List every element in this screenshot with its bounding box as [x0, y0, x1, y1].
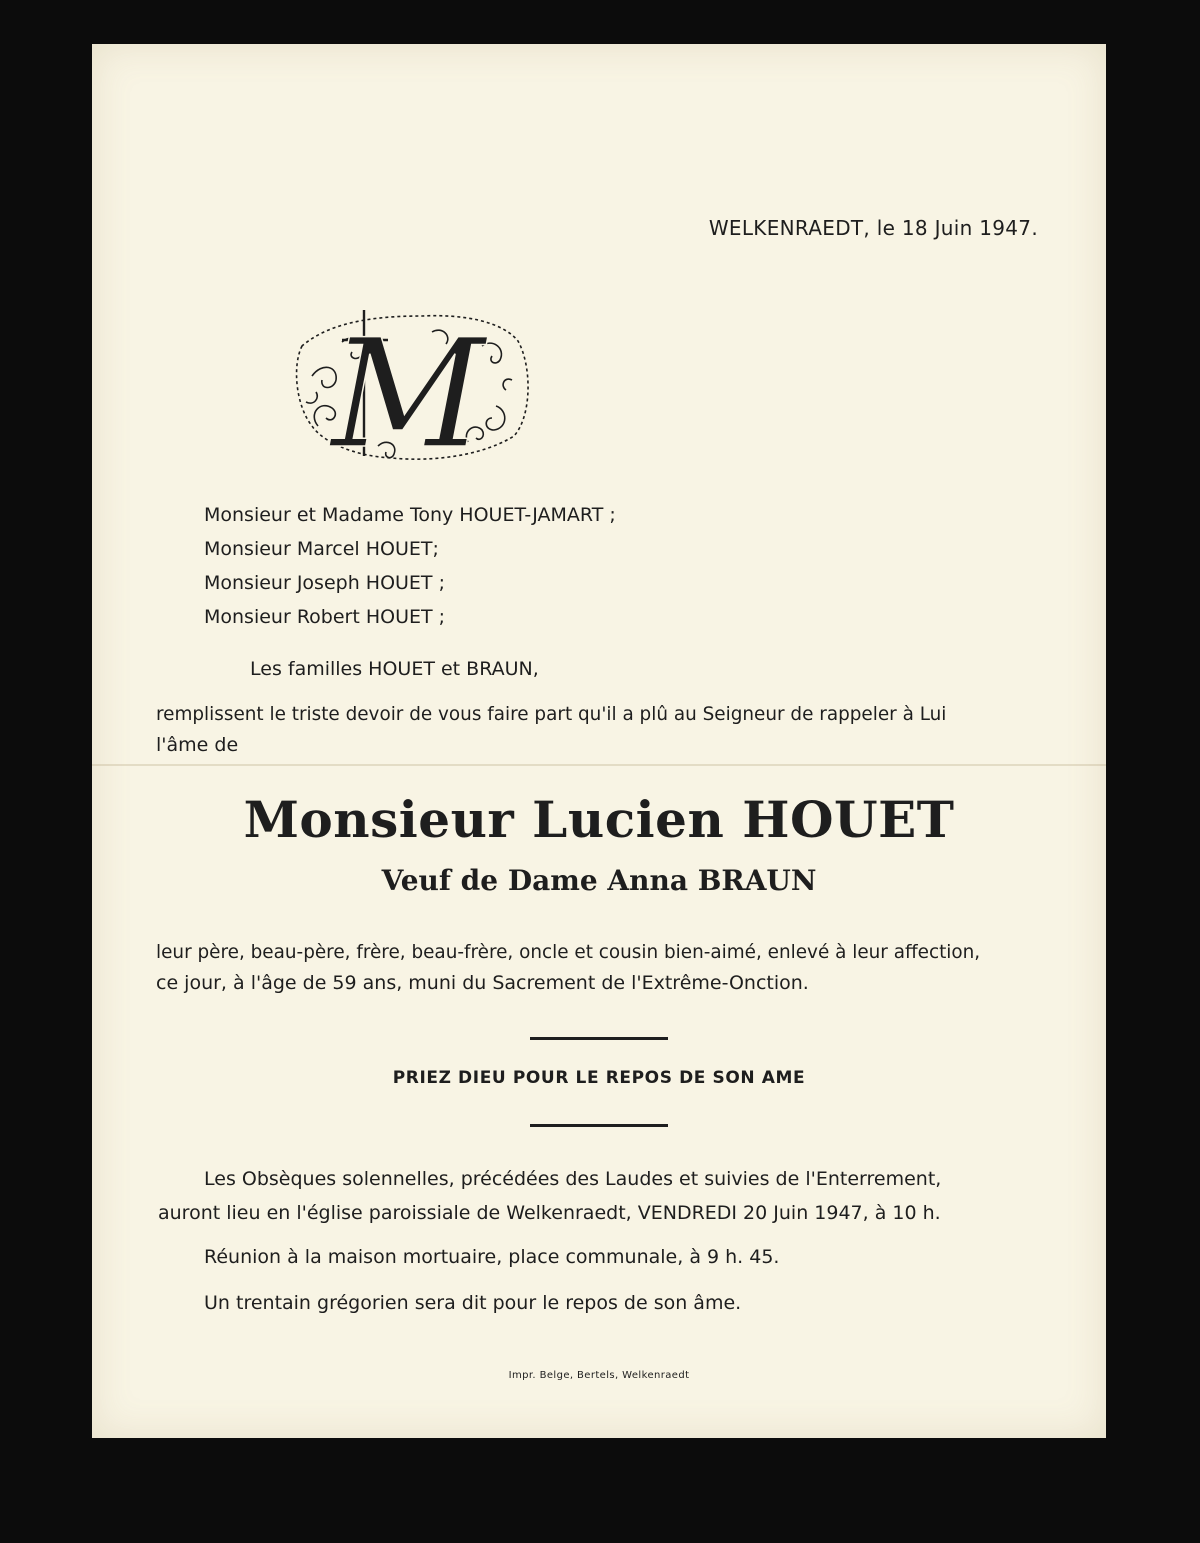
family-line: Monsieur Marcel HOUET; [204, 538, 439, 560]
paper-fold [92, 764, 1106, 766]
deceased-name: Monsieur Lucien HOUET [243, 790, 955, 849]
funeral-line: Les Obsèques solennelles, précédées des Laudes et suivies de l'Enterrement, [204, 1168, 942, 1190]
monogram-letter: M [331, 308, 485, 468]
funeral-line: auront lieu en l'église paroissiale de Welkenraedt, VENDREDI 20 Juin 1947, à 10 h. [158, 1202, 941, 1224]
divider [530, 1124, 668, 1127]
announcement-line: remplissent le triste devoir de vous faire part qu'il a plû au Seigneur de rappeler à Lui [156, 704, 947, 725]
description-line: ce jour, à l'âge de 59 ans, muni du Sacrement de l'Extrême-Onction. [156, 972, 809, 994]
obituary-card [92, 44, 1106, 1438]
dateline: WELKENRAEDT, le 18 Juin 1947. [708, 216, 1038, 240]
announcement-line: l'âme de [156, 734, 239, 756]
families-line: Les familles HOUET et BRAUN, [250, 658, 539, 680]
deceased-subtitle: Veuf de Dame Anna BRAUN [381, 864, 817, 897]
family-line: Monsieur Robert HOUET ; [204, 606, 446, 628]
divider [530, 1037, 668, 1040]
cross-monogram-icon [282, 306, 534, 468]
prayer-line: PRIEZ DIEU POUR LE REPOS DE SON AME [392, 1068, 806, 1088]
printer-imprint: Impr. Belge, Bertels, Welkenraedt [508, 1370, 690, 1381]
family-line: Monsieur et Madame Tony HOUET-JAMART ; [204, 504, 616, 526]
description-line: leur père, beau-père, frère, beau-frère, oncle et cousin bien-aimé, enlevé à leur affection, [156, 942, 981, 963]
family-line: Monsieur Joseph HOUET ; [204, 572, 445, 594]
reunion-line: Réunion à la maison mortuaire, place communale, à 9 h. 45. [204, 1246, 780, 1268]
trentain-line: Un trentain grégorien sera dit pour le repos de son âme. [204, 1292, 742, 1314]
